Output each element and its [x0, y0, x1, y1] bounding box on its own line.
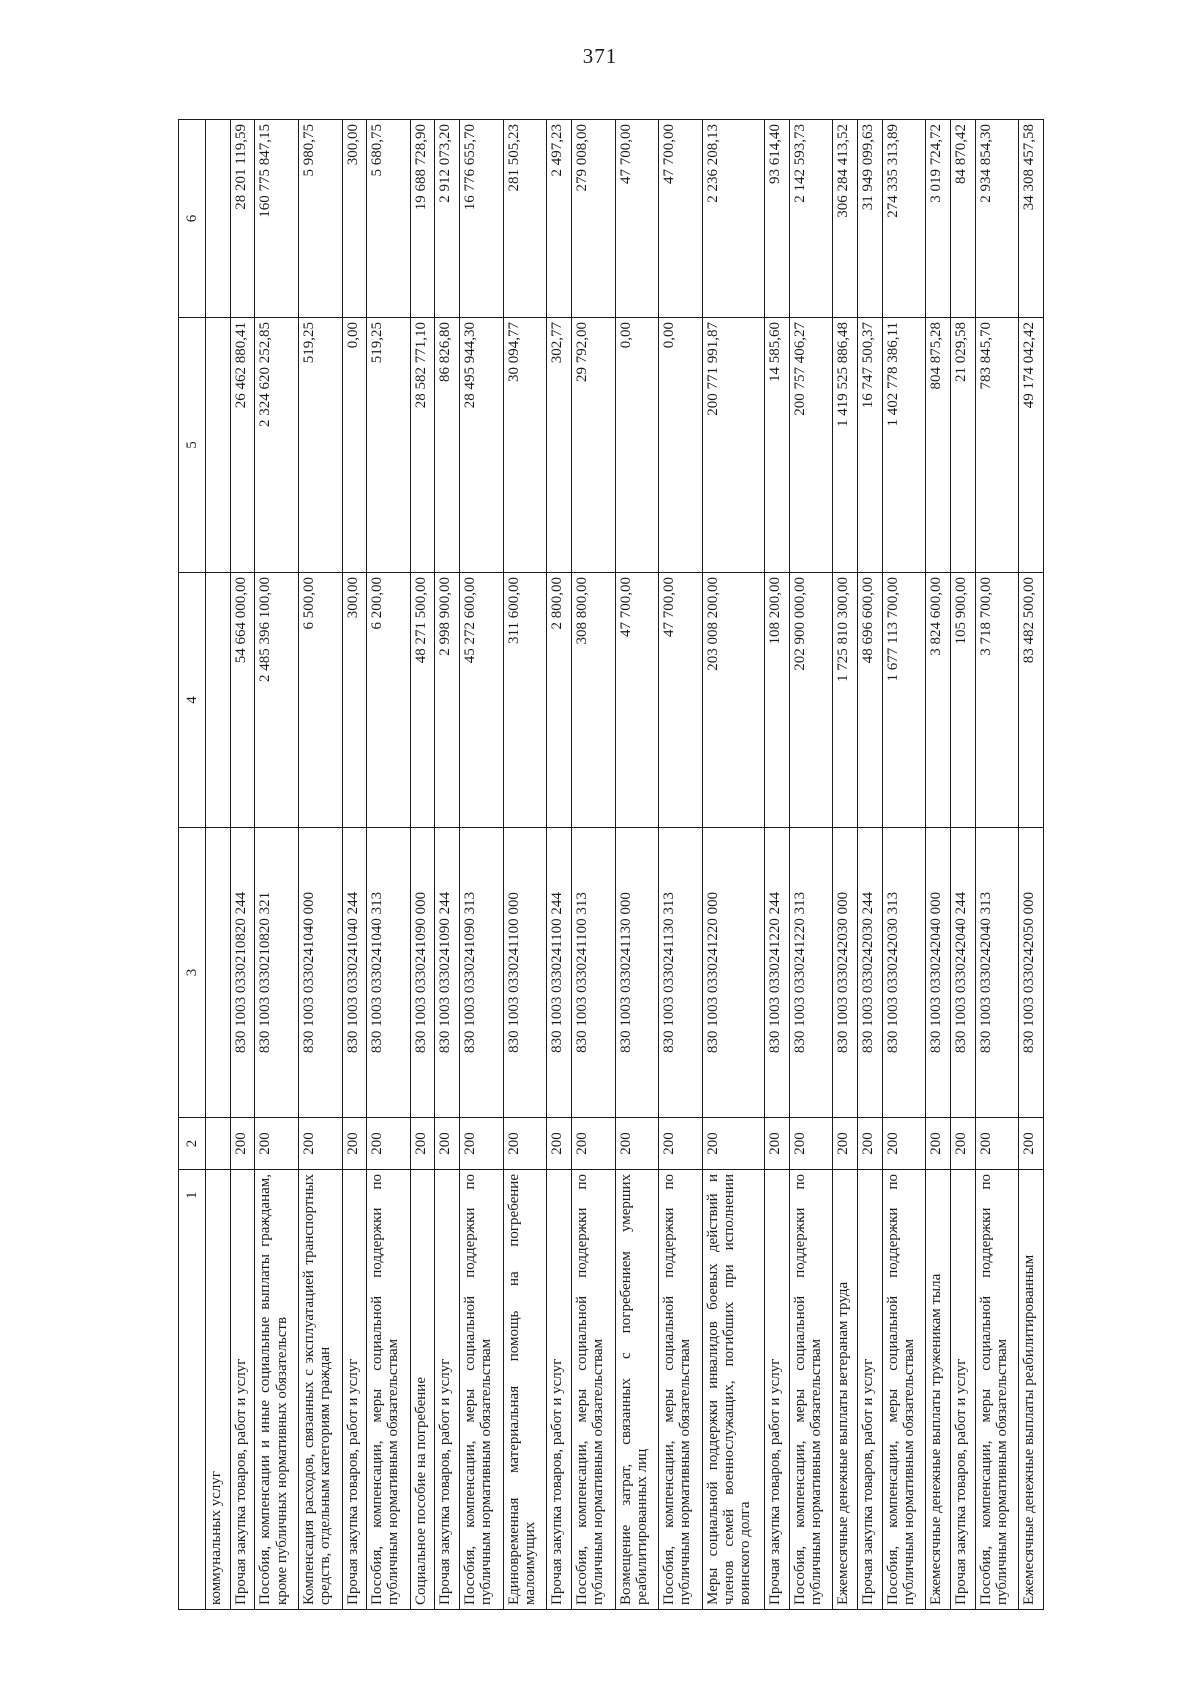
row-exec: 49 174 042,42 [1019, 318, 1044, 573]
table-body [206, 120, 1044, 1610]
header-col-2: 2 [179, 1118, 206, 1170]
row-code-a: 200 [298, 1118, 342, 1170]
row-rest [206, 120, 231, 318]
row-name: Пособия, компенсации, меры социальной поддержки по публичным нормативным обязательствам [659, 1170, 703, 1610]
row-plan: 47 700,00 [659, 573, 703, 828]
row-code-b: 830 1003 0330241090 313 [460, 828, 504, 1118]
row-plan: 1 725 810 300,00 [833, 573, 858, 828]
header-row [179, 120, 206, 1610]
row-plan [206, 573, 231, 828]
row-plan: 108 200,00 [765, 573, 790, 828]
row-exec: 0,00 [615, 318, 659, 573]
row-name: Прочая закупка товаров, работ и услуг [230, 1170, 255, 1610]
budget-execution-table [178, 119, 1044, 1610]
row-exec: 1 402 778 386,11 [882, 318, 926, 573]
row-rest: 281 505,23 [503, 120, 547, 318]
row-name: Пособия, компенсации и иные социальные выплаты гражданам, кроме публичных нормативных обязательств [255, 1170, 299, 1610]
row-exec: 21 029,58 [950, 318, 975, 573]
row-rest: 34 308 457,58 [1019, 120, 1044, 318]
table-row [950, 120, 975, 1610]
row-code-a: 200 [659, 1118, 703, 1170]
row-name: Социальное пособие на погребение [410, 1170, 435, 1610]
table-row [547, 120, 572, 1610]
row-code-a: 200 [410, 1118, 435, 1170]
table-row [1019, 120, 1044, 1610]
row-code-a: 200 [789, 1118, 833, 1170]
row-rest: 16 776 655,70 [460, 120, 504, 318]
table-row [789, 120, 833, 1610]
row-plan: 1 677 113 700,00 [882, 573, 926, 828]
row-name: Пособия, компенсации, меры социальной поддержки по публичным нормативным обязательствам [882, 1170, 926, 1610]
row-exec: 14 585,60 [765, 318, 790, 573]
row-exec: 30 094,77 [503, 318, 547, 573]
row-code-a: 200 [882, 1118, 926, 1170]
header-col-5: 5 [179, 318, 206, 573]
row-exec: 2 324 620 252,85 [255, 318, 299, 573]
row-code-b: 830 1003 0330241100 313 [571, 828, 615, 1118]
budget-table-rotated [178, 120, 1044, 1610]
row-code-a: 200 [615, 1118, 659, 1170]
header-col-6: 6 [179, 120, 206, 318]
row-code-a: 200 [503, 1118, 547, 1170]
row-name: Пособия, компенсации, меры социальной поддержки по публичным нормативным обязательствам [571, 1170, 615, 1610]
row-code-b: 830 1003 0330242030 313 [882, 828, 926, 1118]
row-name: Пособия, компенсации, меры социальной поддержки по публичным нормативным обязательствам [975, 1170, 1019, 1610]
row-exec: 1 419 525 886,48 [833, 318, 858, 573]
row-name: Пособия, компенсации, меры социальной поддержки по публичным нормативным обязательствам [789, 1170, 833, 1610]
table-row [298, 120, 342, 1610]
row-code-b: 830 1003 0330241130 000 [615, 828, 659, 1118]
row-code-a: 200 [367, 1118, 411, 1170]
row-name: Меры социальной поддержки инвалидов боевых действий и членов семей военнослужащих, погибших при исполнении воинского долга [702, 1170, 764, 1610]
row-exec: 0,00 [342, 318, 367, 573]
row-rest: 160 775 847,15 [255, 120, 299, 318]
row-code-a: 200 [342, 1118, 367, 1170]
row-code-b: 830 1003 0330241100 000 [503, 828, 547, 1118]
row-code-a: 200 [255, 1118, 299, 1170]
table-row [460, 120, 504, 1610]
row-code-b: 830 1003 0330241220 244 [765, 828, 790, 1118]
row-exec: 519,25 [367, 318, 411, 573]
row-name: Пособия, компенсации, меры социальной поддержки по публичным нормативным обязательствам [367, 1170, 411, 1610]
row-code-a: 200 [702, 1118, 764, 1170]
row-exec: 26 462 880,41 [230, 318, 255, 573]
row-exec: 16 747 500,37 [857, 318, 882, 573]
row-code-b: 830 1003 0330242030 000 [833, 828, 858, 1118]
row-code-a: 200 [926, 1118, 951, 1170]
row-code-b: 830 1003 0330241220 313 [789, 828, 833, 1118]
row-code-a: 200 [950, 1118, 975, 1170]
row-exec: 804 875,28 [926, 318, 951, 573]
row-code-b: 830 1003 0330241100 244 [547, 828, 572, 1118]
row-exec: 783 845,70 [975, 318, 1019, 573]
row-rest: 306 284 413,52 [833, 120, 858, 318]
row-code-b: 830 1003 0330242040 244 [950, 828, 975, 1118]
row-code-b: 830 1003 0330242040 000 [926, 828, 951, 1118]
row-rest: 19 688 728,90 [410, 120, 435, 318]
row-code-b: 830 1003 0330210820 321 [255, 828, 299, 1118]
row-plan: 300,00 [342, 573, 367, 828]
row-name: Возмещение затрат, связанных с погребением умерших реабилитированных лиц [615, 1170, 659, 1610]
table-row [435, 120, 460, 1610]
row-name: Ежемесячные денежные выплаты реабилитированным [1019, 1170, 1044, 1610]
row-name: Прочая закупка товаров, работ и услуг [765, 1170, 790, 1610]
row-exec: 302,77 [547, 318, 572, 573]
row-code-a: 200 [571, 1118, 615, 1170]
row-exec: 519,25 [298, 318, 342, 573]
table-row [230, 120, 255, 1610]
table-row [926, 120, 951, 1610]
table-row [342, 120, 367, 1610]
row-code-a: 200 [857, 1118, 882, 1170]
row-code-a [206, 1118, 231, 1170]
row-plan: 2 998 900,00 [435, 573, 460, 828]
table-row [571, 120, 615, 1610]
row-rest: 274 335 313,89 [882, 120, 926, 318]
row-code-b: 830 1003 0330241040 000 [298, 828, 342, 1118]
row-name: Ежемесячные денежные выплаты ветеранам труда [833, 1170, 858, 1610]
table-row [765, 120, 790, 1610]
row-plan: 83 482 500,00 [1019, 573, 1044, 828]
row-code-a: 200 [1019, 1118, 1044, 1170]
row-rest: 3 019 724,72 [926, 120, 951, 318]
row-rest: 2 497,23 [547, 120, 572, 318]
row-name: Прочая закупка товаров, работ и услуг [857, 1170, 882, 1610]
header-col-4: 4 [179, 573, 206, 828]
row-exec: 200 757 406,27 [789, 318, 833, 573]
row-plan: 311 600,00 [503, 573, 547, 828]
row-plan: 6 200,00 [367, 573, 411, 828]
table-row [857, 120, 882, 1610]
row-name: Компенсация расходов, связанных с эксплуатацией транспортных средств, отдельным категориям граждан [298, 1170, 342, 1610]
row-rest: 31 949 099,63 [857, 120, 882, 318]
table-row [206, 120, 231, 1610]
row-exec: 29 792,00 [571, 318, 615, 573]
row-plan: 47 700,00 [615, 573, 659, 828]
row-exec: 28 582 771,10 [410, 318, 435, 573]
row-code-b: 830 1003 0330242050 000 [1019, 828, 1044, 1118]
row-code-a: 200 [765, 1118, 790, 1170]
row-code-a: 200 [975, 1118, 1019, 1170]
row-code-b: 830 1003 0330241220 000 [702, 828, 764, 1118]
row-code-b: 830 1003 0330241130 313 [659, 828, 703, 1118]
row-code-b: 830 1003 0330242030 244 [857, 828, 882, 1118]
row-exec: 0,00 [659, 318, 703, 573]
row-plan: 2 485 396 100,00 [255, 573, 299, 828]
row-exec: 200 771 991,87 [702, 318, 764, 573]
row-plan: 203 008 200,00 [702, 573, 764, 828]
row-code-a: 200 [230, 1118, 255, 1170]
table-row [659, 120, 703, 1610]
row-rest: 5 680,75 [367, 120, 411, 318]
table-row [410, 120, 435, 1610]
row-rest: 2 236 208,13 [702, 120, 764, 318]
row-plan: 48 271 500,00 [410, 573, 435, 828]
row-name: Прочая закупка товаров, работ и услуг [950, 1170, 975, 1610]
row-plan: 45 272 600,00 [460, 573, 504, 828]
row-rest: 2 912 073,20 [435, 120, 460, 318]
row-code-b [206, 828, 231, 1118]
row-plan: 54 664 000,00 [230, 573, 255, 828]
table-row [833, 120, 858, 1610]
table-row [882, 120, 926, 1610]
row-plan: 308 800,00 [571, 573, 615, 828]
row-rest: 47 700,00 [659, 120, 703, 318]
row-code-a: 200 [833, 1118, 858, 1170]
row-rest: 93 614,40 [765, 120, 790, 318]
table-row [702, 120, 764, 1610]
row-rest: 2 934 854,30 [975, 120, 1019, 318]
row-code-b: 830 1003 0330241090 244 [435, 828, 460, 1118]
row-name: Единовременная материальная помощь на погребение малоимущих [503, 1170, 547, 1610]
row-exec: 86 826,80 [435, 318, 460, 573]
row-name: Прочая закупка товаров, работ и услуг [547, 1170, 572, 1610]
row-name: коммунальных услуг [206, 1170, 231, 1610]
table-row [367, 120, 411, 1610]
table-row [255, 120, 299, 1610]
header-col-3: 3 [179, 828, 206, 1118]
row-code-a: 200 [435, 1118, 460, 1170]
header-col-1: 1 [179, 1170, 206, 1610]
row-plan: 105 900,00 [950, 573, 975, 828]
row-plan: 2 800,00 [547, 573, 572, 828]
row-plan: 202 900 000,00 [789, 573, 833, 828]
row-plan: 48 696 600,00 [857, 573, 882, 828]
table-row [975, 120, 1019, 1610]
row-code-b: 830 1003 0330210820 244 [230, 828, 255, 1118]
row-plan: 3 824 600,00 [926, 573, 951, 828]
row-rest: 84 870,42 [950, 120, 975, 318]
table-row [615, 120, 659, 1610]
row-name: Прочая закупка товаров, работ и услуг [342, 1170, 367, 1610]
row-name: Пособия, компенсации, меры социальной поддержки по публичным нормативным обязательствам [460, 1170, 504, 1610]
row-name: Ежемесячные денежные выплаты труженикам тыла [926, 1170, 951, 1610]
row-code-b: 830 1003 0330241090 000 [410, 828, 435, 1118]
row-code-b: 830 1003 0330241040 313 [367, 828, 411, 1118]
row-plan: 3 718 700,00 [975, 573, 1019, 828]
row-rest: 47 700,00 [615, 120, 659, 318]
table-row [503, 120, 547, 1610]
page-number: 371 [582, 44, 618, 68]
row-rest: 28 201 119,59 [230, 120, 255, 318]
row-name: Прочая закупка товаров, работ и услуг [435, 1170, 460, 1610]
row-rest: 2 142 593,73 [789, 120, 833, 318]
row-plan: 6 500,00 [298, 573, 342, 828]
row-rest: 279 008,00 [571, 120, 615, 318]
row-code-b: 830 1003 0330242040 313 [975, 828, 1019, 1118]
row-exec: 28 495 944,30 [460, 318, 504, 573]
row-rest: 5 980,75 [298, 120, 342, 318]
row-code-b: 830 1003 0330241040 244 [342, 828, 367, 1118]
row-rest: 300,00 [342, 120, 367, 318]
row-code-a: 200 [547, 1118, 572, 1170]
row-code-a: 200 [460, 1118, 504, 1170]
row-exec [206, 318, 231, 573]
